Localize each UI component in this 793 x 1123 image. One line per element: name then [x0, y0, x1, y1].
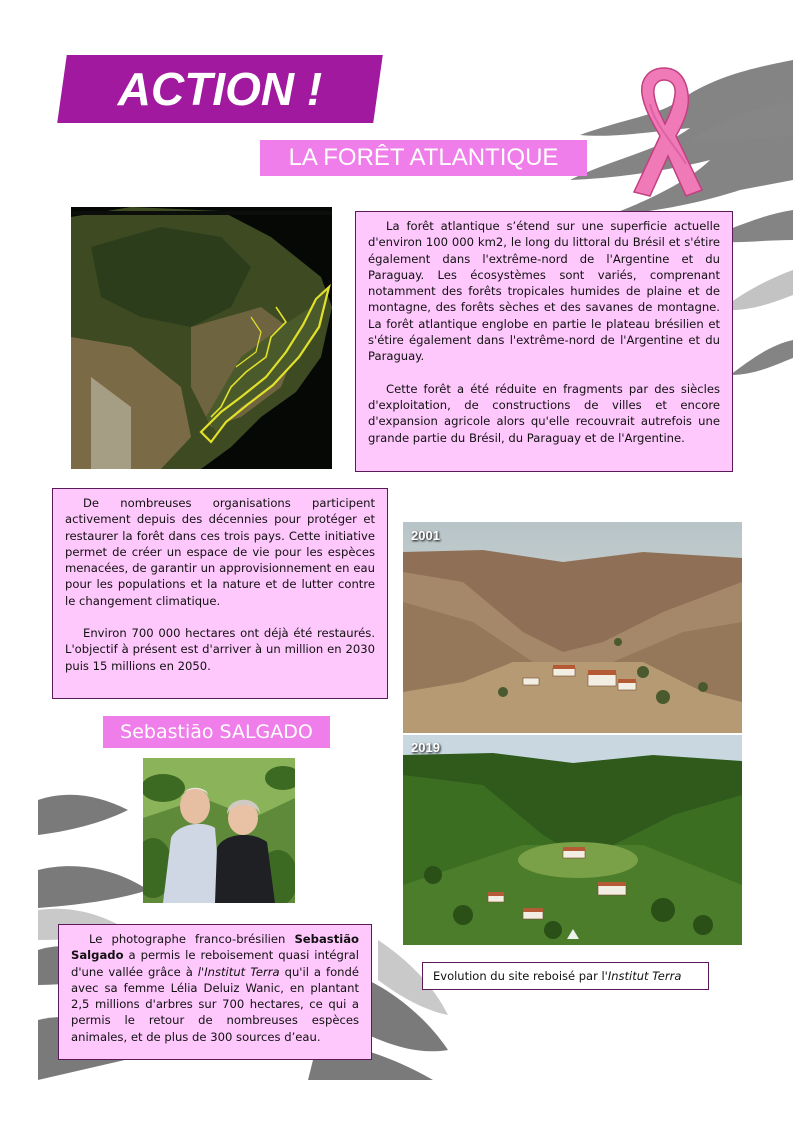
organisations-paragraph-1: De nombreuses organisations participent activement depuis des décennies pour protéger et restaurer la forêt dans ces trois pays. Cette initiative permet de créer un espace de vie pour les espèces menacées, de garantir un approvisionnement en eau pour les populations et la nature et de lutter contre le changement climatique. [65, 496, 375, 608]
salgado-text-start: Le photographe franco-brésilien [89, 932, 295, 946]
satellite-map-brazil [71, 207, 332, 469]
page-title: ACTION ! [117, 63, 323, 115]
photo-valley-2019 [403, 735, 742, 945]
year-label-2001: 2001 [411, 528, 440, 543]
organisations-text-box [52, 488, 388, 699]
intro-text-box [355, 211, 733, 472]
salgado-text-end: qu'il a fondé avec sa femme Lélia Deluiz Wanic, en plantant 2,5 millions d'arbres sur 700 hectares, ce qui a permis le retour de nombreuses espèces animales, et de plus de 300 sources d’eau. [71, 964, 360, 1044]
caption-institute: Institut Terra [607, 969, 682, 983]
salgado-name: Sebastião Salgado [71, 932, 359, 963]
intro-paragraph-1: La forêt atlantique s’étend sur une superficie actuelle d'environ 100 000 km2, le long du littoral du Brésil et s'étire également dans l'extrême-nord de l'Argentine et du Paraguay. Les écosystèmes sont variés, comprenant notamment des forêts tropicales humides de plaine et de montagne, des forêts sèches et des savanes de montagne. La forêt atlantique englobe en partie le plateau brésilien et s'étire également dans l'extrême-nord de l'Argentine et du Paraguay. [368, 219, 720, 364]
photo-valley-2001 [403, 522, 742, 733]
section-subtitle: LA FORÊT ATLANTIQUE [260, 140, 587, 176]
organisations-paragraph-2: Environ 700 000 hectares ont déjà été restaurés. L'objectif à présent est d'arriver à un million en 2030 puis 15 millions en 2050. [65, 626, 375, 673]
intro-paragraph-2: Cette forêt a été réduite en fragments par des siècles d'exploitation, de constructions de villes et encore d'expansion agricole alors qu'elle recouvrait autrefois une grande partie du Brésil, du Paraguay et de l'Argentine. [368, 381, 720, 445]
photo-caption [422, 962, 709, 990]
salgado-text-middle: a permis le reboisement quasi intégral d'une vallée grâce à [71, 948, 359, 979]
year-label-2019: 2019 [411, 740, 440, 755]
salgado-institute: l'Institut Terra [197, 964, 280, 979]
salgado-text-box [58, 924, 372, 1060]
salgado-paragraph [71, 931, 359, 1045]
photo-salgado-couple [143, 758, 295, 903]
pink-ribbon-icon [624, 64, 706, 200]
caption-text: Evolution du site reboisé par l' [433, 969, 608, 983]
salgado-section-label: Sebastiāo SALGADO [103, 716, 330, 748]
